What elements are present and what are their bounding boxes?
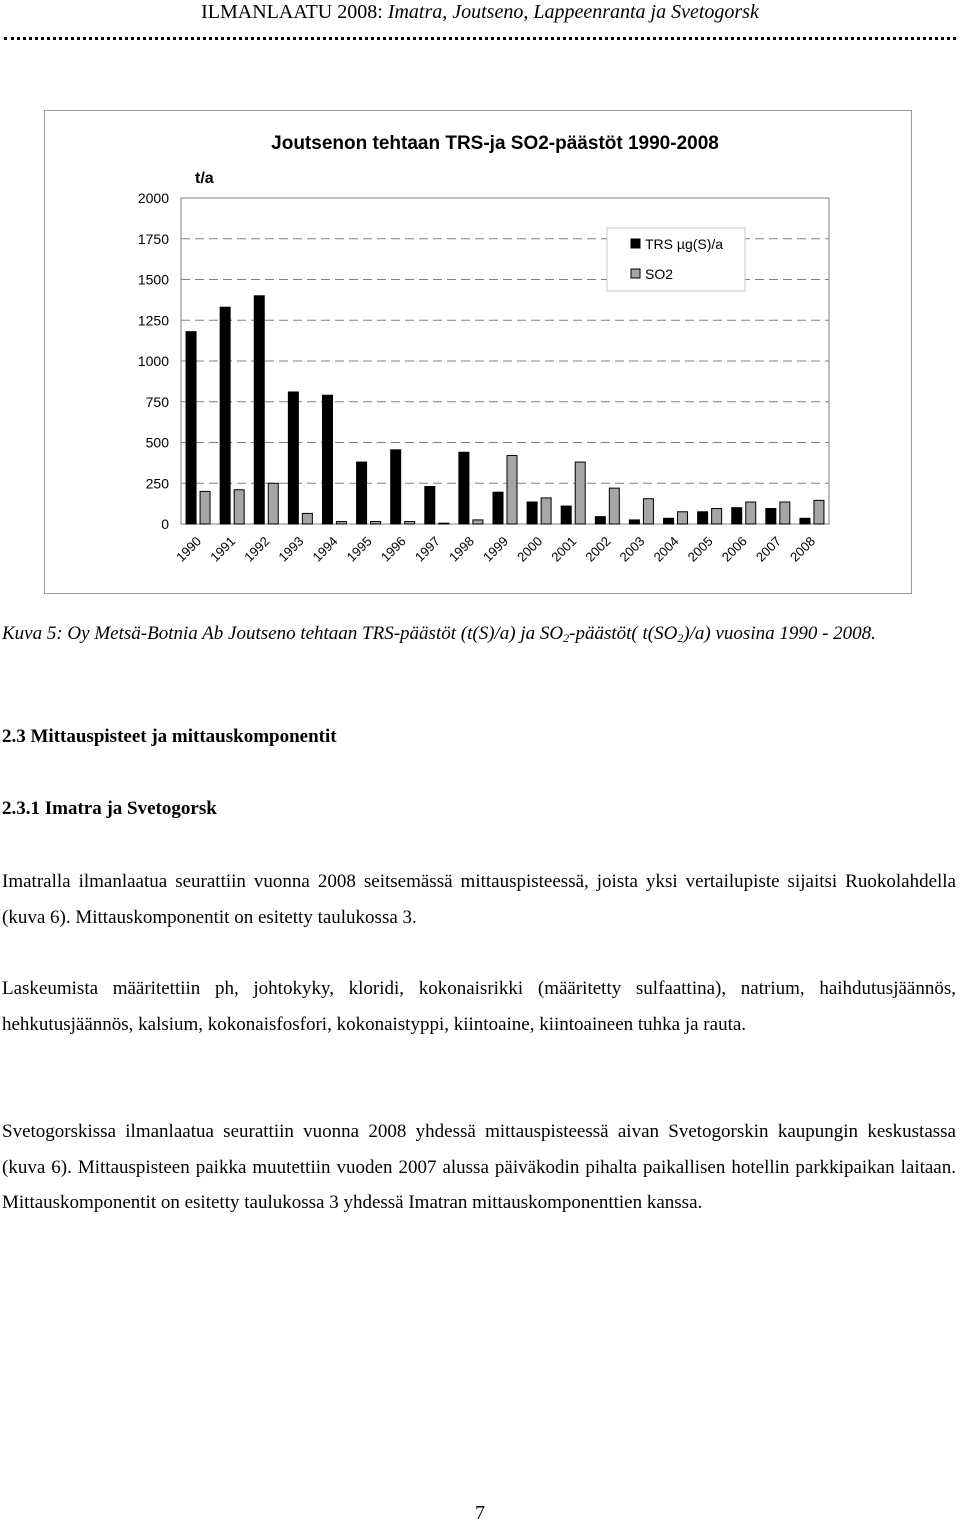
legend-label-so2: SO2 [645, 266, 674, 282]
bar-so2 [371, 522, 381, 524]
x-tick-label: 1999 [480, 533, 512, 565]
caption-sub-1: 2 [563, 631, 570, 645]
x-tick-label: 2005 [684, 533, 716, 565]
x-tick-label: 2008 [787, 533, 819, 565]
bar-trs [391, 450, 401, 524]
bar-so2 [780, 502, 790, 524]
emissions-chart-svg [45, 111, 911, 593]
subsection-heading: 2.3.1 Imatra ja Svetogorsk [2, 798, 217, 819]
bar-trs [527, 502, 537, 524]
paragraph-2: Laskeumista määritettiin ph, johtokyky, kloridi, kokonaisrikki (määritetty sulfaattina), natrium, haihdutusjäännös, hehkutusjäännös, kalsium, kokonaisfosfori, kokonaistyppi, kiintoaine, kiintoaineen tuhka ja rauta. [2, 978, 956, 1035]
x-tick-label: 1996 [377, 533, 409, 565]
bar-trs [698, 512, 708, 524]
bar-so2 [336, 522, 346, 524]
bar-so2 [302, 513, 312, 524]
figure-caption [2, 618, 954, 654]
bar-so2 [609, 488, 619, 524]
paragraph-3: Svetogorskissa ilmanlaatua seurattiin vuonna 2008 yhdessä mittauspisteessä aivan Svetogorskin kaupungin keskustassa (kuva 6). Mittauspisteen paikka muutettiin vuoden 2007 alussa päiväkodin pihalta paikallisen hotellin parkkipaikan laitaan. Mittauskomponentit on esitetty taulukossa 3 yhdessä Imatran mittauskomponenttien kanssa. [2, 1121, 956, 1213]
x-tick-label: 1997 [411, 533, 443, 565]
x-tick-label: 1998 [445, 533, 478, 565]
x-tick-label: 2001 [548, 533, 580, 565]
bar-trs [732, 508, 742, 524]
caption-sub-2: 2 [677, 631, 684, 645]
x-tick-label: 1994 [309, 533, 341, 565]
bar-so2 [541, 498, 551, 524]
paragraph-1: Imatralla ilmanlaatua seurattiin vuonna 2008 seitsemässä mittauspisteessä, joista yksi vertailupiste sijaitsi Ruokolahdella (kuva 6). Mittauskomponentit on esitetty taulukossa 3. [2, 871, 956, 928]
bar-so2 [200, 491, 210, 524]
bar-so2 [405, 522, 415, 524]
bar-trs [322, 395, 332, 524]
bar-so2 [712, 509, 722, 524]
y-tick-label: 250 [145, 475, 169, 492]
bar-trs [288, 392, 298, 524]
bar-so2 [746, 502, 756, 524]
y-tick-label: 1750 [137, 230, 169, 247]
bar-trs [493, 492, 503, 524]
bar-so2 [473, 520, 483, 524]
x-tick-label: 2004 [650, 533, 682, 565]
x-tick-label: 1995 [343, 533, 375, 565]
x-tick-label: 1993 [275, 533, 307, 565]
x-tick-label: 1990 [173, 533, 205, 565]
x-tick-label: 1991 [207, 533, 239, 565]
caption-part-1: Kuva 5: Oy Metsä-Botnia Ab Joutseno tehtaan TRS-päästöt (t(S)/a) ja SO [2, 623, 564, 644]
x-tick-label: 2007 [752, 533, 784, 565]
bar-so2 [575, 462, 585, 524]
x-tick-label: 2003 [616, 533, 648, 565]
header-rule [4, 37, 956, 40]
bar-trs [254, 296, 264, 524]
header-title: Imatra, Joutseno, Lappeenranta ja Svetogorsk [387, 1, 759, 23]
legend-label-trs: TRS µg(S)/a [645, 236, 724, 252]
y-tick-label: 750 [145, 393, 169, 410]
x-tick-label: 2000 [514, 533, 546, 565]
bar-so2 [507, 456, 517, 524]
x-tick-label: 1992 [241, 533, 273, 565]
bar-trs [800, 518, 810, 524]
bar-so2 [814, 500, 824, 524]
bar-trs [561, 506, 571, 524]
y-tick-label: 1500 [137, 271, 169, 288]
legend-swatch-so2 [631, 269, 640, 278]
y-tick-label: 1250 [137, 312, 169, 329]
bar-so2 [268, 483, 278, 524]
bar-trs [629, 520, 639, 524]
bar-trs [459, 452, 469, 524]
bar-trs [186, 332, 196, 524]
caption-part-2: -päästöt( t(SO [569, 623, 678, 644]
bar-trs [766, 509, 776, 524]
chart-title: Joutsenon tehtaan TRS-ja SO2-päästöt 1990-2008 [271, 133, 719, 154]
bar-so2 [439, 523, 449, 524]
bar-trs [220, 307, 230, 524]
caption-part-3: )/a) vuosina 1990 - 2008. [683, 623, 876, 644]
running-header [0, 0, 960, 24]
header-prefix: ILMANLAATU 2008: [201, 1, 388, 23]
x-tick-label: 2002 [582, 533, 614, 565]
legend-swatch-trs [631, 239, 640, 248]
emissions-chart [44, 110, 912, 594]
page-number: 7 [475, 1502, 485, 1524]
x-tick-label: 2006 [718, 533, 750, 565]
bar-trs [357, 462, 367, 524]
bar-so2 [678, 512, 688, 524]
section-heading: 2.3 Mittauspisteet ja mittauskomponentit [2, 726, 337, 747]
y-axis-label: t/a [195, 170, 214, 187]
y-tick-label: 2000 [137, 190, 169, 206]
bar-trs [664, 518, 674, 524]
bar-trs [595, 517, 605, 524]
bar-so2 [643, 499, 653, 524]
y-tick-label: 0 [161, 516, 169, 532]
bar-so2 [234, 490, 244, 524]
bar-trs [425, 487, 435, 524]
y-tick-label: 1000 [137, 353, 169, 369]
y-tick-label: 500 [145, 434, 169, 451]
